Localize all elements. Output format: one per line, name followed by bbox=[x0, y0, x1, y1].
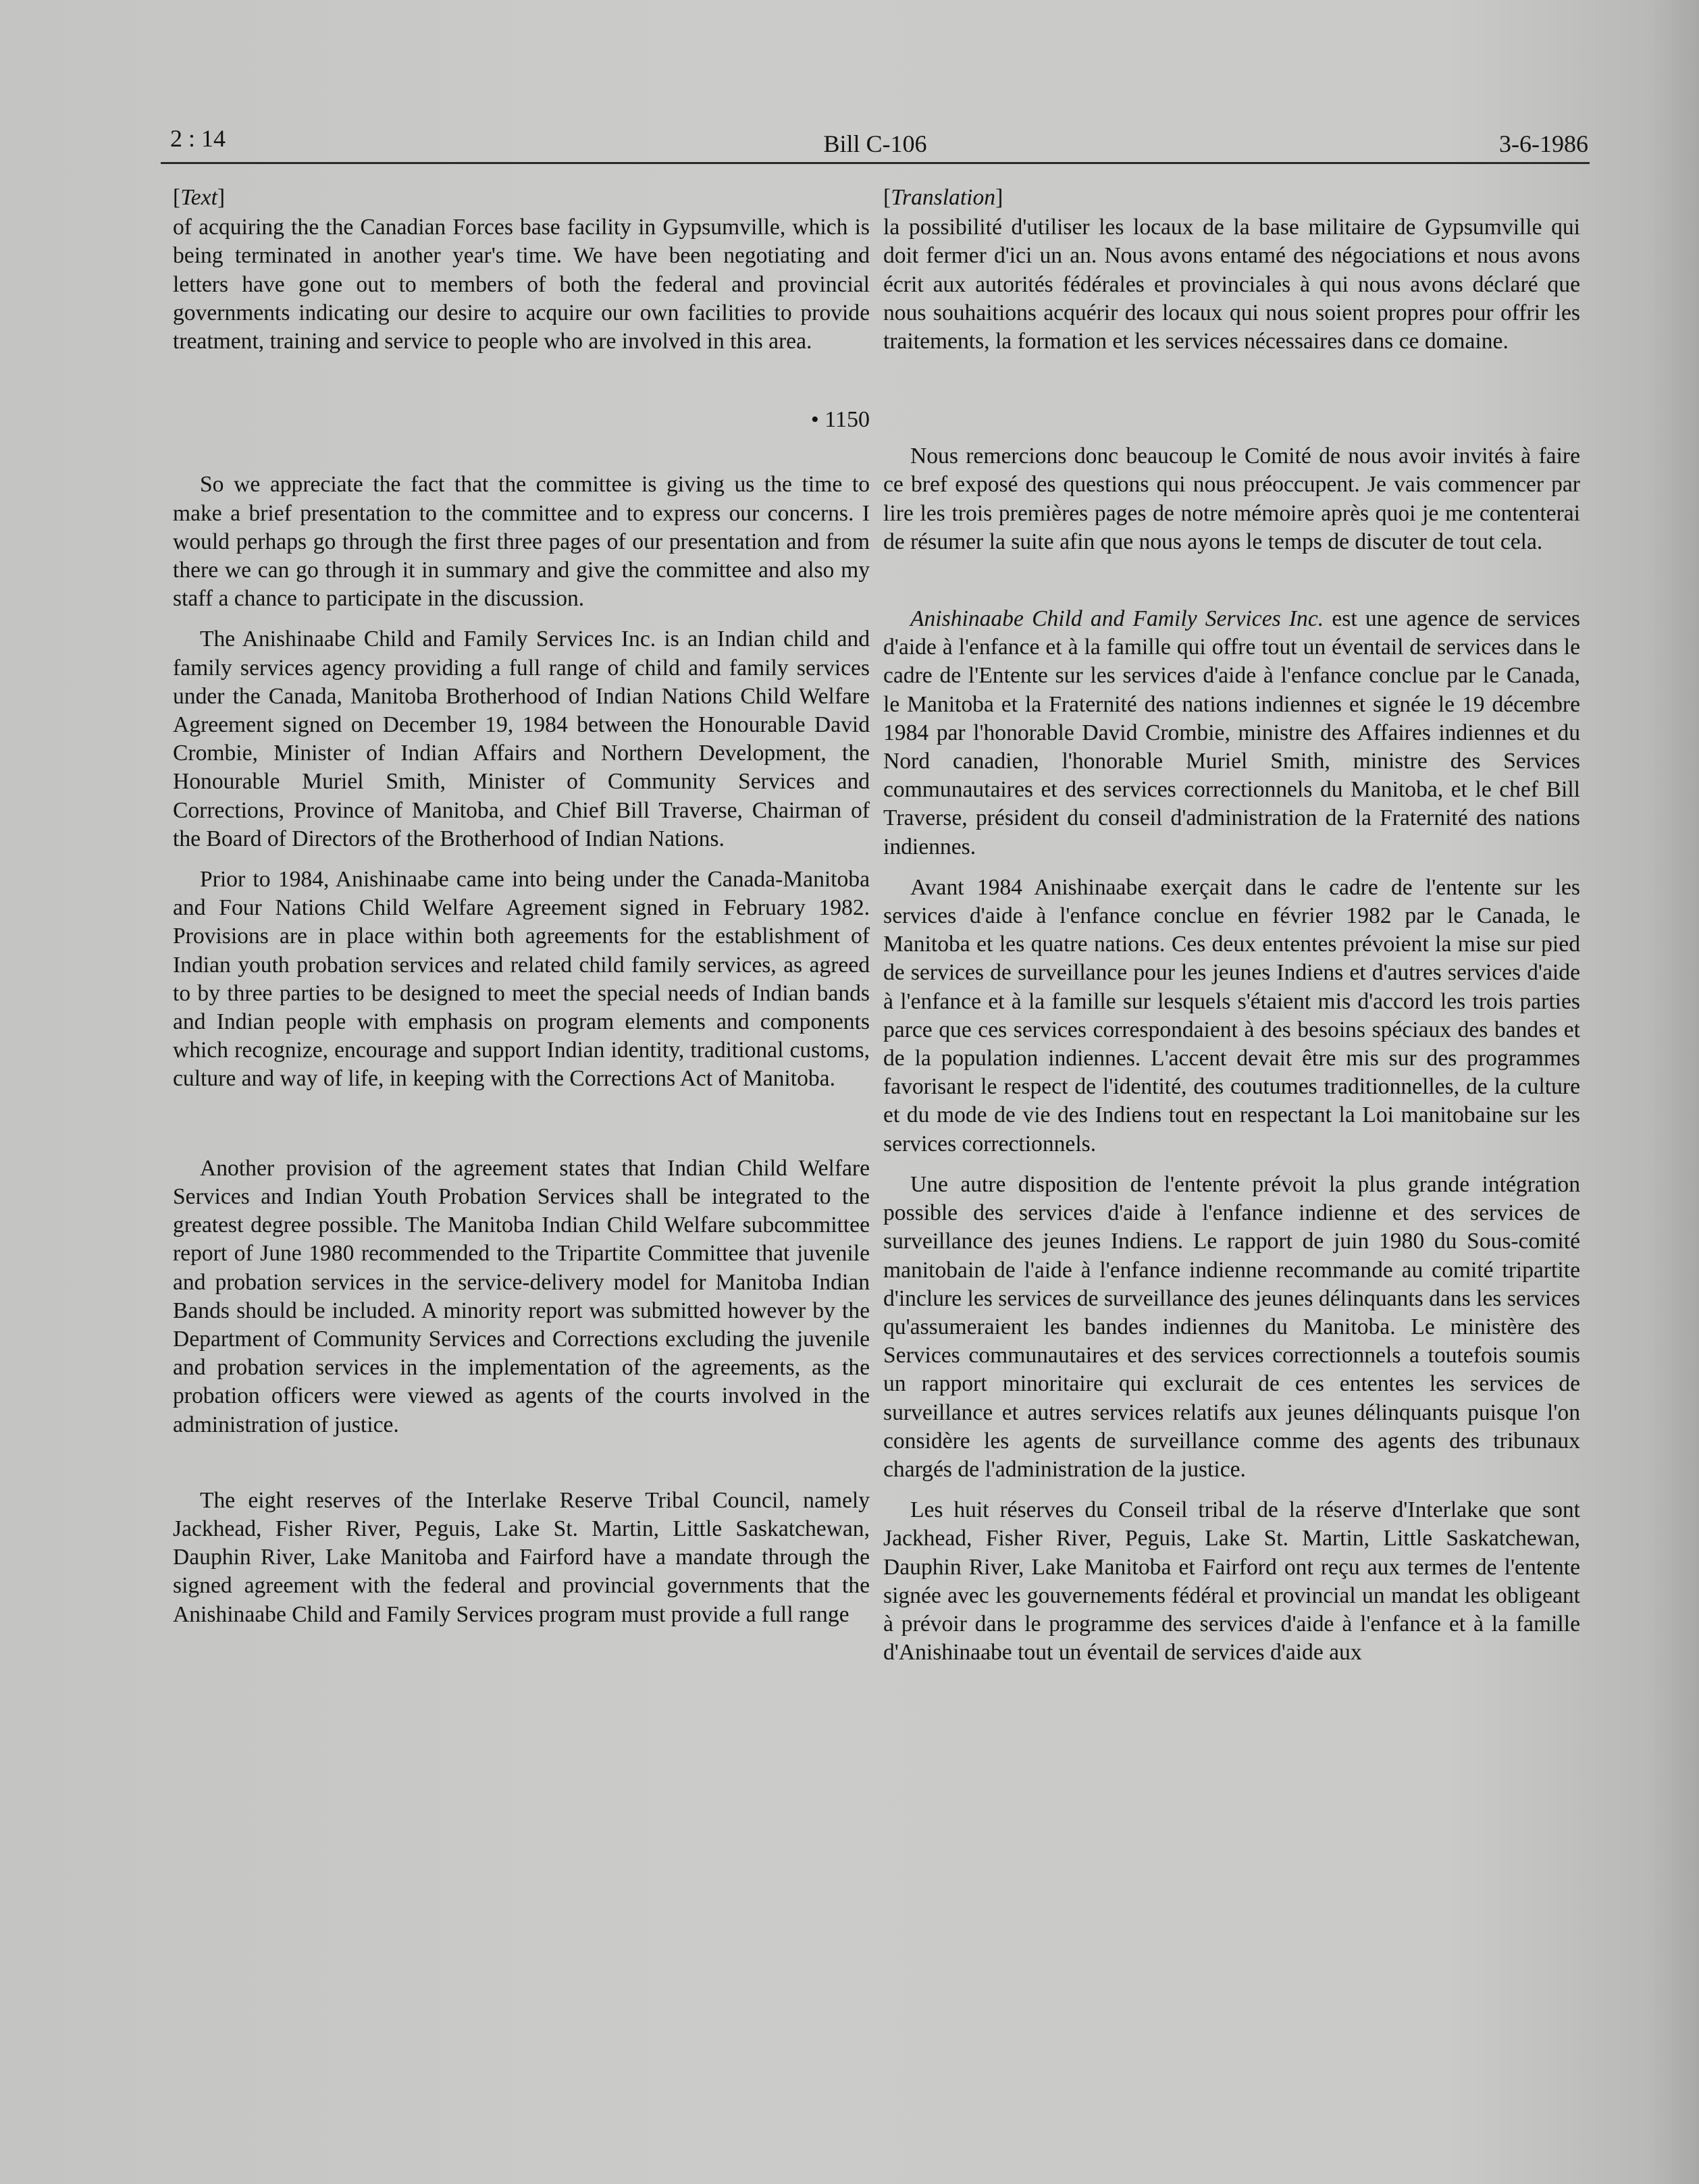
right-paragraph-5: Une autre disposition de l'entente prévoit la plus grande intégration possible des services d'aide à l'enfance indienne et des services de surveillance des jeunes Indiens. Le rapport de juin 1980 du Sous-comité manitobain de l'aide à l'enfance indienne recommande au comité tripartite d'inclure les services de surveillance des jeunes délinquants dans les services qu'assumeraient les bandes indiennes du Manitoba. Le ministère des Services communautaires et des services correctionnels a toutefois soumis un rapport minoritaire qui exclurait de ces ententes les services de surveillance et autres services relatifs aux jeunes délinquants puisque l'on considère les agents de surveillance comme des agents des tribunaux chargés de l'administration de la justice. bbox=[883, 1171, 1580, 1482]
left-paragraph-1: of acquiring the the Canadian Forces base facility in Gypsumville, which is being terminated in another year's time. We have been negotiating and letters have gone out to members of both the federal and provincial governments indicating our desire to acquire our own facilities to provide treatment, training and service to people who are involved in this area. bbox=[173, 215, 870, 354]
left-paragraph-4: Prior to 1984, Anishinaabe came into being under the Canada-Manitoba and Four Nations Child Welfare Agreement signed in February 1982. Provisions are in place within both agreements for the establishment of Indian youth probation services and related child family services, as agreed to by three parties to be designed to meet the special needs of Indian bands and Indian people with emphasis on program elements and components which recognize, encourage and support Indian identity, traditional customs, culture and way of life, in keeping with the Corrections Act of Manitoba. bbox=[173, 867, 870, 1092]
right-paragraph-3: Anishinaabe Child and Family Services Inc. est une agence de services d'aide à l'enfance et à la famille qui offre tout un éventail de services dans le cadre de l'Entente sur les services d'aide à l'enfance conclue par le Canada, le Manitoba et la Fraternité des nations indiennes et signée le 19 décembre 1984 par l'honorable David Crombie, ministre des Affaires indiennes et du Nord canadien, l'honorable Muriel Smith, ministre des Services communautaires et des services correctionnels du Manitoba, et le chef Bill Traverse, président du conseil d'administration de la Fraternité des nations indiennes. bbox=[883, 606, 1580, 859]
left-paragraph-2: So we appreciate the fact that the committee is giving us the time to make a brief presentation to the committee and to express our concerns. I would perhaps go through the first three pages of our presentation and from there we can go through it in summary and give the committee and also my staff a chance to participate in the discussion. bbox=[173, 472, 870, 612]
english-column bbox=[173, 184, 870, 1629]
right-paragraph-1: la possibilité d'utiliser les locaux de la base militaire de Gypsumville qui doit fermer d'ici un an. Nous avons entamé des négociations et nous avons écrit aux autorités fédérales et provinciales à qui nous avons déclaré que nous souhaitions acquérir des locaux qui nous soient propres pour offrir les traitements, la formation et les services nécessaires dans ce domaine. bbox=[883, 215, 1580, 354]
time-marker: • 1150 bbox=[810, 407, 870, 433]
page-header bbox=[161, 120, 1590, 164]
right-paragraph-2: Nous remercions donc beaucoup le Comité de nous avoir invités à faire ce bref exposé des questions qui nous préoccupent. Je vais commencer par lire les trois premières pages de notre mémoire après quoi je me contenterai de résumer la suite afin que nous ayons le temps de discuter de tout cela. bbox=[883, 444, 1580, 554]
agency-name: Anishinaabe Child and Family Services Inc. bbox=[910, 606, 1324, 632]
page-date: 3-6-1986 bbox=[1499, 130, 1588, 157]
left-paragraph-3: The Anishinaabe Child and Family Services Inc. is an Indian child and family services agency providing a full range of child and family services under the Canada, Manitoba Brotherhood of Indian Nations Child Welfare Agreement signed on December 19, 1984 between the Honourable David Crombie, Minister of Indian Affairs and Northern Development, the Honourable Muriel Smith, Minister of Community Services and Corrections, Province of Manitoba, and Chief Bill Traverse, Chairman of the Board of Directors of the Brotherhood of Indian Nations. bbox=[173, 627, 870, 851]
french-column bbox=[883, 184, 1580, 1667]
left-paragraph-5: Another provision of the agreement states that Indian Child Welfare Services and Indian Youth Probation Services shall be integrated to the greatest degree possible. The Manitoba Indian Child Welfare subcommittee report of June 1980 recommended to the Tripartite Committee that juvenile and probation services in the service-delivery model for Manitoba Indian Bands should be included. A minority report was submitted however by the Department of Community Services and Corrections excluding the juvenile and probation services in the implementation of the agreements, as the probation officers were viewed as agents of the courts involved in the administration of justice. bbox=[173, 1155, 870, 1437]
bill-title: Bill C-106 bbox=[823, 130, 927, 157]
left-paragraph-6: The eight reserves of the Interlake Reserve Tribal Council, namely Jackhead, Fisher River, Peguis, Lake St. Martin, Little Saskatchewan, Dauphin River, Lake Manitoba and Fairford have a mandate through the signed agreement with the federal and provincial governments that the Anishinaabe Child and Family Services program must provide a full range bbox=[173, 1487, 870, 1627]
translation-label: [Translation] bbox=[883, 185, 1003, 210]
right-paragraph-4: Avant 1984 Anishinaabe exerçait dans le cadre de l'entente sur les services d'aide à l'enfance conclue en février 1982 par le Canada, le Manitoba et les quatre nations. Ces deux ententes prévoient la mise sur pied de services de surveillance pour les jeunes Indiens et d'autres services d'aide à l'enfance et à la famille sur lesquels s'étaient mis d'accord les trois parties parce que ces services correspondaient à des besoins spéciaux des bandes et de la population indiennes. L'accent devait être mis sur des programmes favorisant le respect de l'identité, des coutumes traditionnelles, de la culture et du mode de vie des Indiens tout en respectant la Loi manitobaine sur les services correctionnels. bbox=[883, 874, 1580, 1156]
right-paragraph-6: Les huit réserves du Conseil tribal de la réserve d'Interlake que sont Jackhead, Fisher River, Peguis, Lake St. Martin, Little Saskatchewan, Dauphin River, Lake Manitoba et Fairford ont reçu aux termes de l'entente signée avec les gouvernements fédéral et provincial un mandat les obligeant à prévoir dans le programme des services d'aide à l'enfance et à la famille d'Anishinaabe tout un éventail de services d'aide aux bbox=[883, 1497, 1580, 1666]
page-number: 2 : 14 bbox=[170, 125, 226, 152]
text-label: [Text] bbox=[173, 185, 226, 210]
